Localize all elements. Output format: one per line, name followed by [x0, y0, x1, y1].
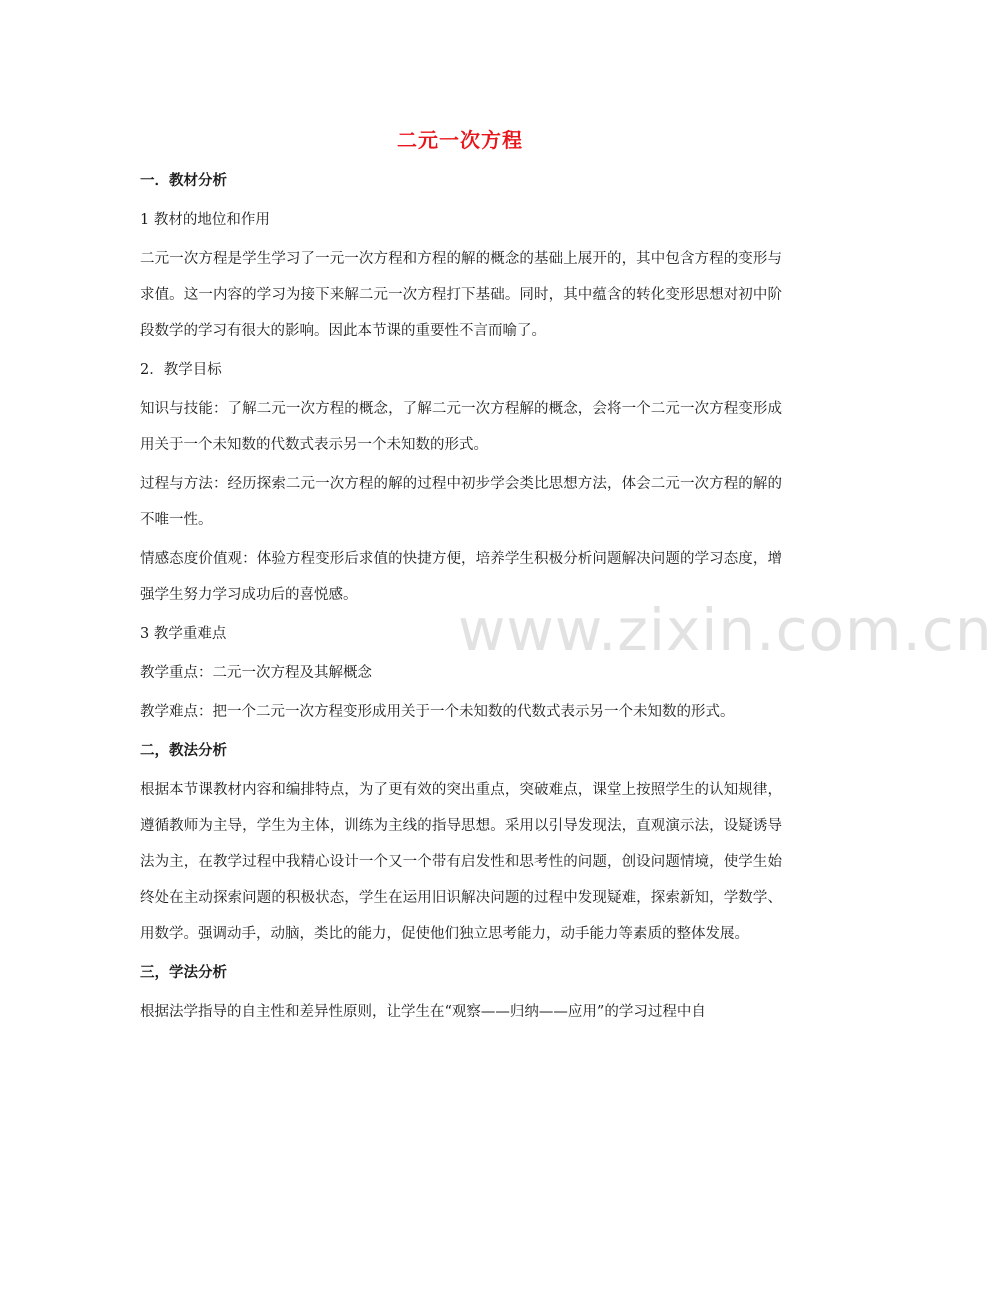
subheading-key-difficult-points: 3 教学重难点	[140, 626, 227, 642]
watermark-logo: www.zixin.com.cn	[458, 596, 993, 664]
paragraph-key-point: 教学重点：二元一次方程及其解概念	[140, 665, 372, 681]
paragraph-teaching-method: 根据本节课教材内容和编排特点，为了更有效的突出重点，突破难点，课堂上按照学生的认知规律，遵循教师为主导，学生为主体，训练为主线的指导思想。采用以引导发现法，直观演示法，设疑诱导法为主，在教学过程中我精心设计一个又一个带有启发性和思考性的问题，创设问题情境，使学生始终处在主动探索问题的积极状态，学生在运用旧识解决问题的过程中发现疑难，探索新知，学数学、用数学。强调动手，动脑，类比的能力，促使他们独立思考能力，动手能力等素质的整体发展。	[140, 782, 782, 942]
section-heading-teaching-method: 二，教法分析	[140, 743, 227, 759]
document-body	[140, 166, 782, 1036]
section-heading-textbook-analysis: 一．教材分析	[140, 173, 227, 189]
subheading-teaching-goals: 2．教学目标	[140, 362, 222, 378]
document-title: 二元一次方程	[397, 128, 523, 152]
paragraph-difficult-point: 教学难点：把一个二元一次方程变形成用关于一个未知数的代数式表示另一个未知数的形式。	[140, 704, 735, 720]
paragraph-knowledge-skills: 知识与技能：了解二元一次方程的概念，了解二元一次方程解的概念，会将一个二元一次方程变形成用关于一个未知数的代数式表示另一个未知数的形式。	[140, 401, 782, 453]
paragraph-position-and-role: 二元一次方程是学生学习了一元一次方程和方程的解的概念的基础上展开的，其中包含方程的变形与求值。这一内容的学习为接下来解二元一次方程打下基础。同时，其中蕴含的转化变形思想对初中阶段数学的学习有很大的影响。因此本节课的重要性不言而喻了。	[140, 251, 782, 339]
paragraph-learning-method: 根据法学指导的自主性和差异性原则，让学生在“观察——归纳——应用”的学习过程中自	[140, 1004, 706, 1020]
paragraph-process-methods: 过程与方法：经历探索二元一次方程的解的过程中初步学会类比思想方法，体会二元一次方程的解的不唯一性。	[140, 476, 782, 528]
section-heading-learning-method: 三，学法分析	[140, 965, 227, 981]
subheading-position-and-role: 1 教材的地位和作用	[140, 212, 270, 228]
paragraph-attitude-values: 情感态度价值观：体验方程变形后求值的快捷方便，培养学生积极分析问题解决问题的学习态度，增强学生努力学习成功后的喜悦感。	[140, 551, 782, 603]
